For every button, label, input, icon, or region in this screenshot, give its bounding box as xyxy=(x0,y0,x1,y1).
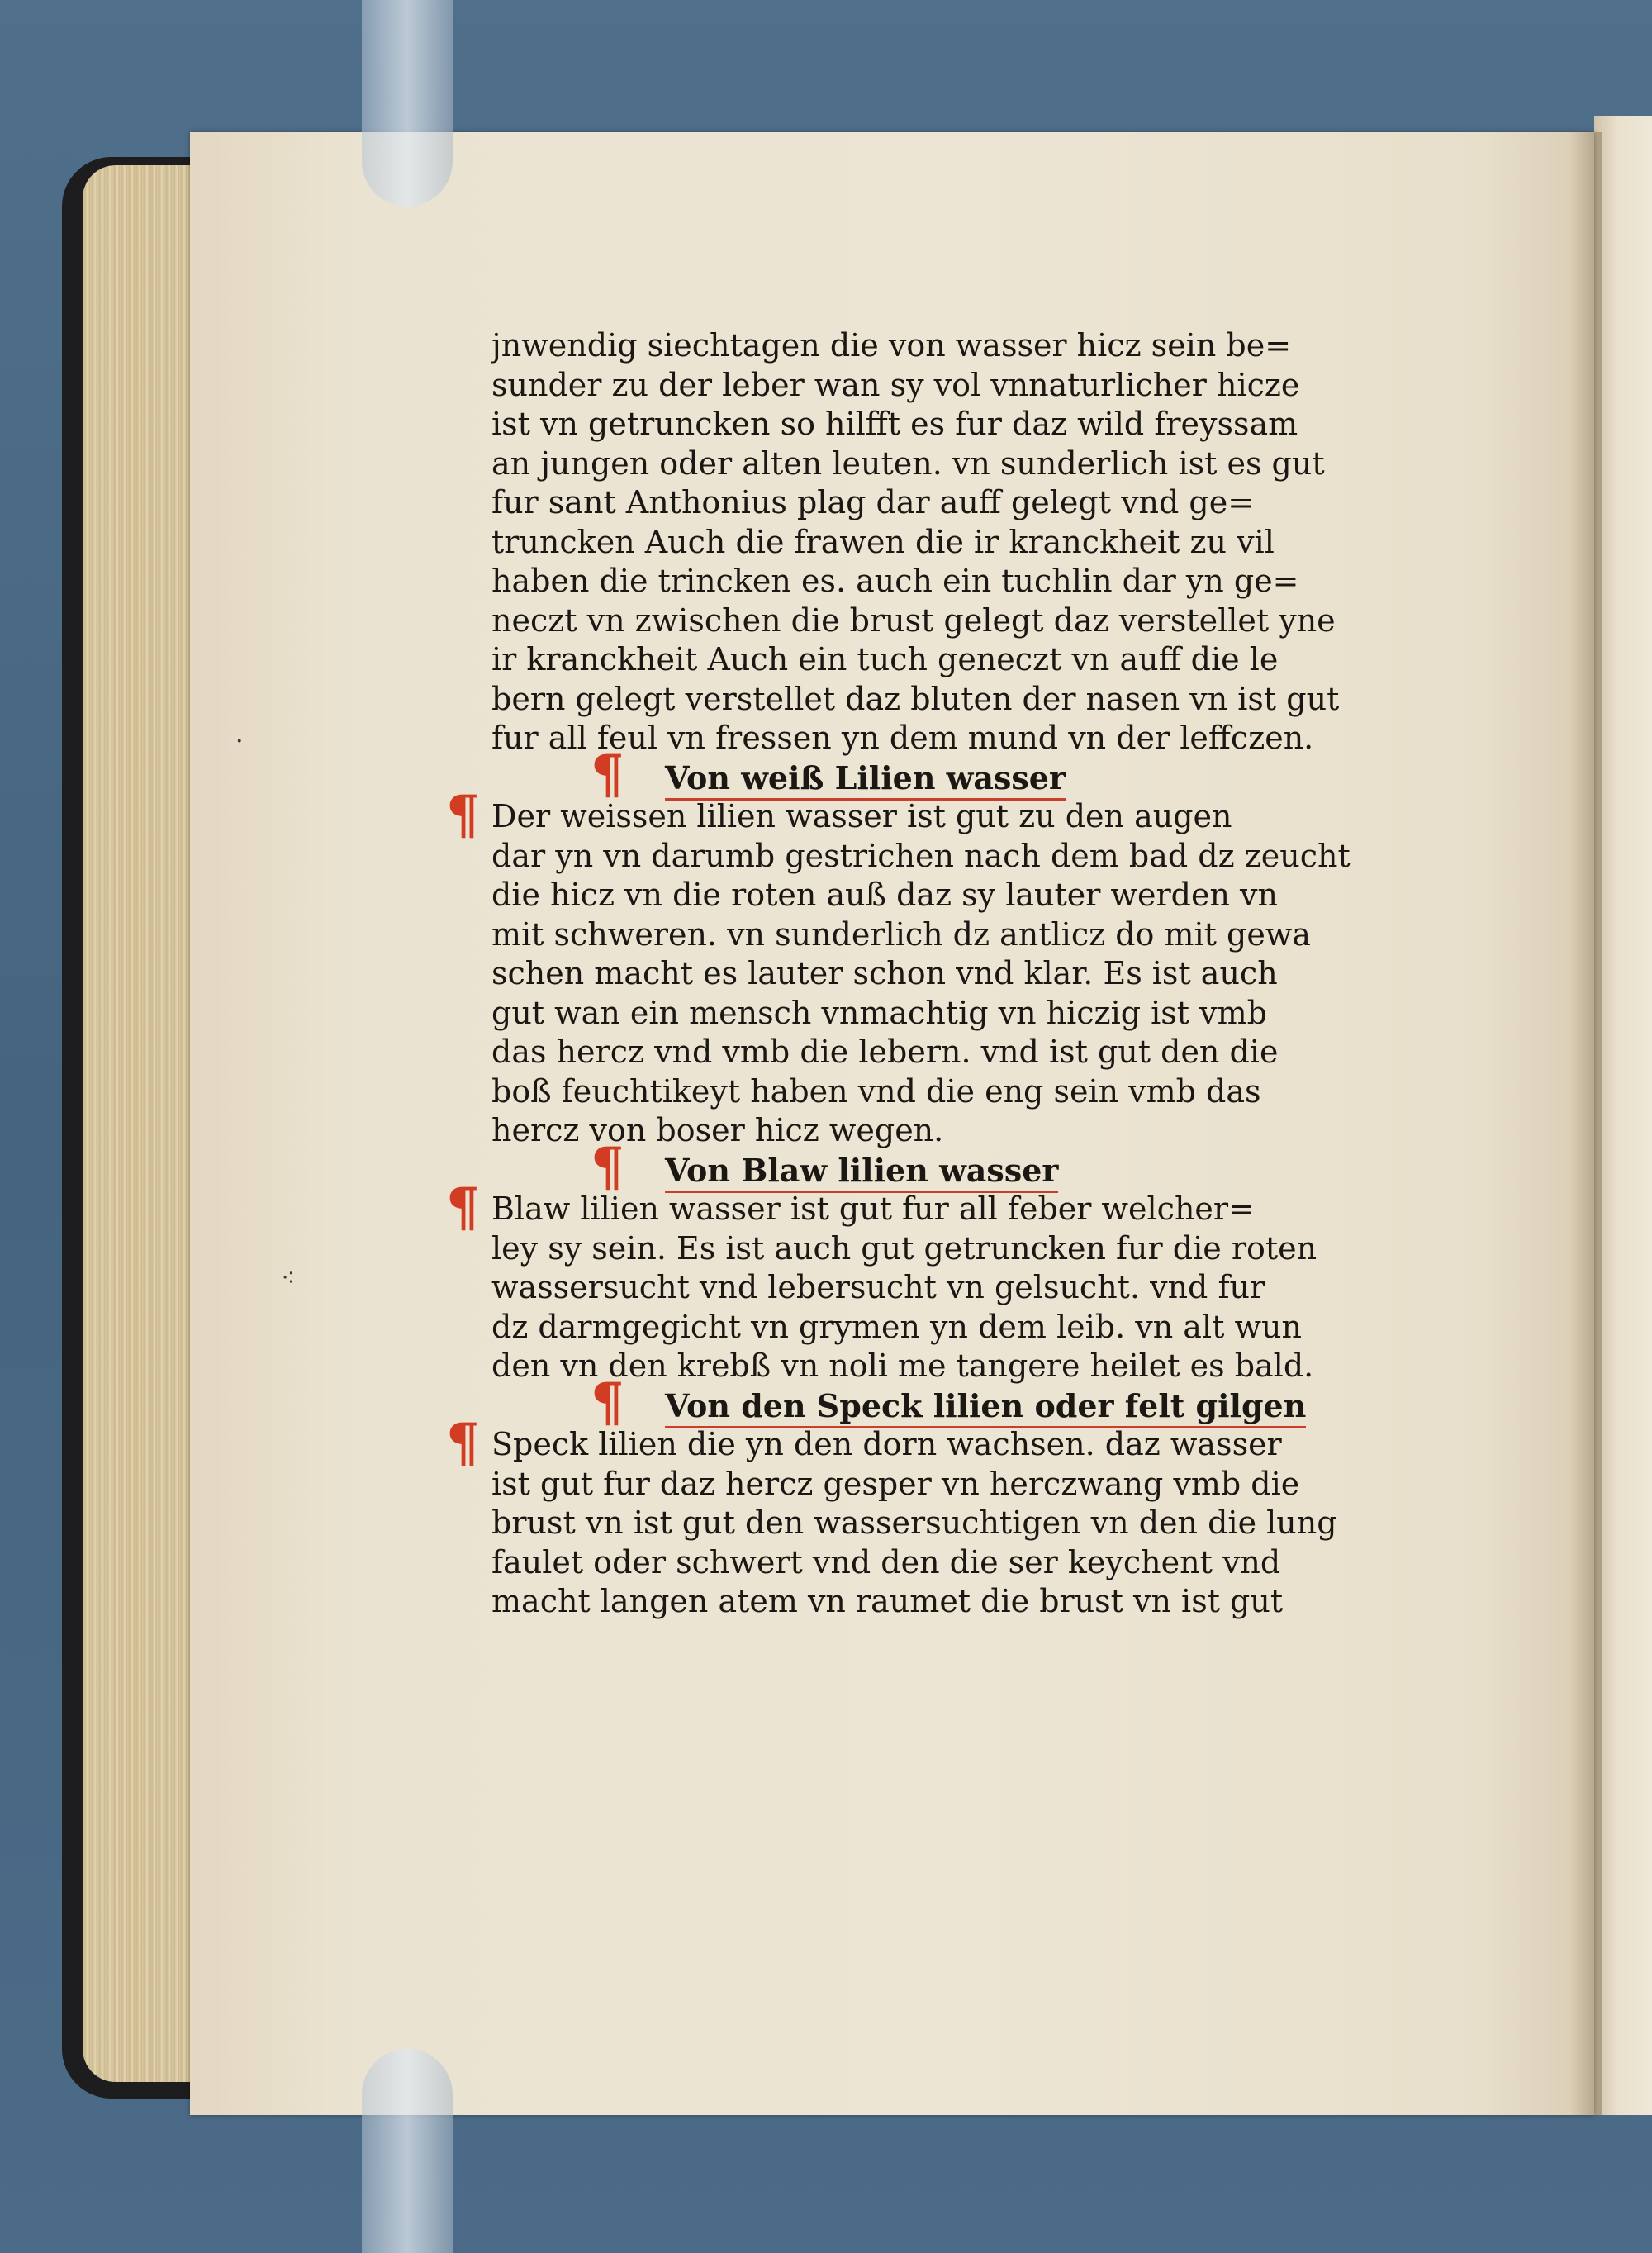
text-line xyxy=(446,784,1351,846)
text-line: ist vn getruncken so hilfft es fur daz wild freyssam xyxy=(491,406,1298,442)
text-line: haben die trincken es. auch ein tuchlin dar yn ge= xyxy=(491,563,1299,599)
section-heading-text: Von den Speck lilien oder felt gilgen xyxy=(665,1387,1306,1428)
margin-dot: · xyxy=(235,727,244,756)
text-line: schen macht es lauter schon vnd klar. Es ist auch xyxy=(491,955,1278,991)
pilcrow-icon: ¶ xyxy=(446,1412,480,1474)
text-line: an jungen oder alten leuten. vn sunderlich ist es gut xyxy=(491,444,1325,482)
pilcrow-icon: ¶ xyxy=(591,1371,624,1433)
text-line: dar yn vn darumb gestrichen nach dem bad dz zeucht xyxy=(491,837,1351,874)
section-heading-text: Von Blaw lilien wasser xyxy=(665,1152,1058,1193)
text-line: das hercz vnd vmb die lebern. vnd ist gut den die xyxy=(491,1034,1279,1070)
facing-page-edge xyxy=(1594,116,1652,2115)
section-heading xyxy=(491,1135,1351,1198)
text-line: fur all feul vn fressen yn dem mund vn der leffczen. xyxy=(491,720,1314,756)
text-line-content: Speck lilien die yn den dorn wachsen. daz wasser xyxy=(491,1426,1282,1462)
section-heading xyxy=(491,1371,1351,1433)
pilcrow-icon: ¶ xyxy=(446,1176,480,1238)
section-heading-text: Von weiß Lilien wasser xyxy=(665,759,1066,801)
text-line-content: Der weissen lilien wasser ist gut zu den augen xyxy=(491,798,1232,834)
text-line: sunder zu der leber wan sy vol vnnaturlicher hicze xyxy=(491,366,1300,403)
text-line: jnwendig siechtagen die von wasser hicz sein be= xyxy=(491,327,1292,364)
text-line: fur sant Anthonius plag dar auff gelegt vnd ge= xyxy=(491,484,1255,520)
text-line: den vn den krebß vn noli me tangere heilet es bald. xyxy=(491,1348,1314,1384)
pilcrow-icon: ¶ xyxy=(446,784,480,846)
text-line: macht langen atem vn raumet die brust vn ist gut xyxy=(491,1583,1284,1619)
section-heading xyxy=(491,743,1351,806)
text-line: boß feuchtikeyt haben vnd die eng sein vmb das xyxy=(491,1072,1261,1110)
text-line: ley sy sein. Es ist auch gut getruncken fur die roten xyxy=(491,1229,1317,1267)
text-line: faulet oder schwert vnd den die ser keychent vnd xyxy=(491,1543,1281,1580)
text-line-content: Blaw lilien wasser ist gut fur all feber welcher= xyxy=(491,1191,1255,1227)
text-line: hercz von boser hicz wegen. xyxy=(491,1112,944,1148)
text-line xyxy=(446,1412,1351,1474)
text-line: ist gut fur daz hercz gesper vn herczwang vmb die xyxy=(491,1465,1300,1502)
pilcrow-icon: ¶ xyxy=(591,1135,624,1198)
text-line: wassersucht vnd lebersucht vn gelsucht. vnd fur xyxy=(491,1269,1265,1305)
text-line: ir kranckheit Auch ein tuch geneczt vn auff die le xyxy=(491,641,1279,677)
page-clip-bottom xyxy=(362,2049,453,2253)
printed-text-block xyxy=(446,326,1351,1622)
page-gutter xyxy=(1569,132,1602,2115)
text-line: neczt vn zwischen die brust gelegt daz verstellet yne xyxy=(491,601,1336,639)
text-line: truncken Auch die frawen die ir kranckheit zu vil xyxy=(491,523,1275,560)
text-line: brust vn ist gut den wassersuchtigen vn den die lung xyxy=(491,1504,1337,1541)
text-line: gut wan ein mensch vnmachtig vn hiczig ist vmb xyxy=(491,994,1267,1031)
text-line xyxy=(446,1176,1351,1238)
text-line: bern gelegt verstellet daz bluten der nasen vn ist gut xyxy=(491,680,1340,717)
margin-mark-symbol: ⁖ xyxy=(281,1264,296,1293)
text-line: die hicz vn die roten auß daz sy lauter werden vn xyxy=(491,877,1278,913)
pilcrow-icon: ¶ xyxy=(591,743,624,806)
page-clip-top xyxy=(362,0,453,207)
text-line: dz darmgegicht vn grymen yn dem leib. vn alt wun xyxy=(491,1308,1302,1345)
text-line: mit schweren. vn sunderlich dz antlicz do mit gewa xyxy=(491,915,1312,953)
